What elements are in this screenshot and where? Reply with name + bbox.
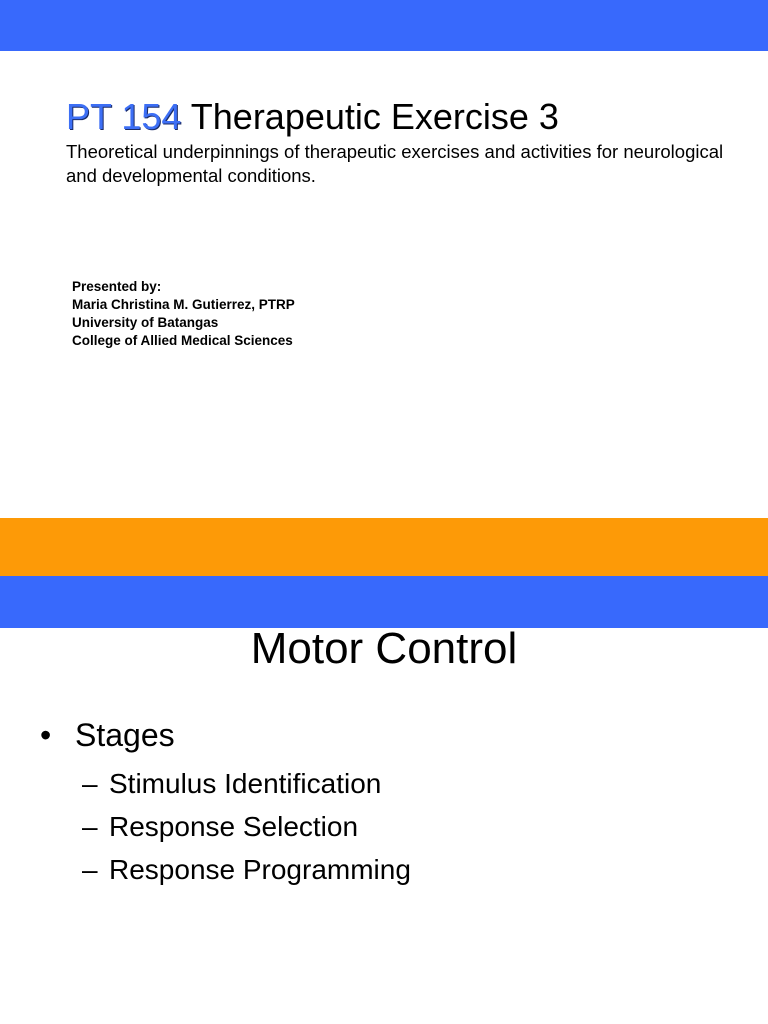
sub-bullet-marker: – [82, 854, 98, 885]
sub-bullet-marker: – [82, 811, 98, 842]
slide2-title: Motor Control [250, 624, 518, 673]
course-code: PT 154 [66, 96, 182, 137]
slide1-footer-band [0, 518, 768, 576]
presenter-block [72, 278, 295, 350]
slide1-title [66, 96, 559, 138]
slide2-header-band [0, 576, 768, 628]
sub-bullet-item [82, 762, 411, 805]
sub-bullet-marker: – [82, 768, 98, 799]
bullet-marker: • [40, 717, 52, 753]
sub-bullet-item [82, 848, 411, 891]
sub-bullet-text: Response Selection [109, 811, 359, 842]
bullet-item [40, 715, 175, 755]
presenter-university: University of Batangas [72, 315, 219, 330]
sub-bullet-item [82, 805, 411, 848]
course-title: Therapeutic Exercise 3 [190, 96, 559, 137]
slide1-subtitle: Theoretical underpinnings of therapeutic exercises and activities for neurological and developmental conditions. [66, 141, 724, 186]
slide-header-band [0, 0, 768, 51]
sub-bullet-list [82, 762, 411, 891]
bullet-text: Stages [75, 717, 175, 753]
sub-bullet-text: Response Programming [109, 854, 411, 885]
presenter-name: Maria Christina M. Gutierrez, PTRP [72, 297, 295, 312]
presenter-college: College of Allied Medical Sciences [72, 333, 293, 348]
presenter-label: Presented by: [72, 279, 162, 294]
sub-bullet-text: Stimulus Identification [109, 768, 382, 799]
